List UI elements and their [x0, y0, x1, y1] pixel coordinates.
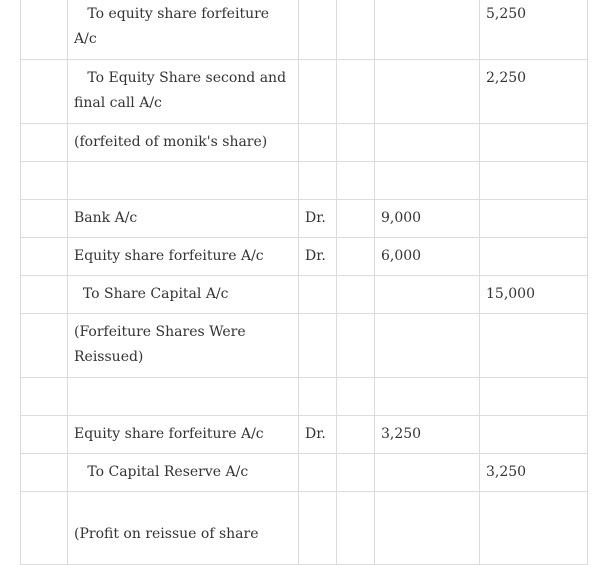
table-row — [21, 124, 588, 162]
table-row — [21, 0, 588, 60]
credit-cell: 15,000 — [480, 276, 588, 314]
dr-cell: Dr. — [299, 238, 337, 276]
lf-cell — [337, 162, 375, 200]
debit-cell — [375, 378, 480, 416]
journal-entry-table — [20, 0, 588, 565]
particulars-text: Equity share forfeiture A/c — [74, 248, 264, 264]
table-row — [21, 238, 588, 276]
credit-cell — [480, 162, 588, 200]
particulars-cell — [68, 124, 299, 162]
particulars-cell — [68, 200, 299, 238]
table-row — [21, 454, 588, 492]
particulars-text: Equity share forfeiture A/c — [74, 426, 264, 442]
debit-cell — [375, 276, 480, 314]
debit-cell — [375, 0, 480, 60]
particulars-cell — [68, 454, 299, 492]
debit-cell — [375, 60, 480, 124]
particulars-cell — [68, 238, 299, 276]
date-cell — [21, 238, 68, 276]
lf-cell — [337, 0, 375, 60]
debit-cell — [375, 124, 480, 162]
date-cell — [21, 200, 68, 238]
lf-cell — [337, 238, 375, 276]
dr-cell — [299, 492, 337, 565]
date-cell — [21, 162, 68, 200]
indent — [74, 6, 87, 22]
date-cell — [21, 454, 68, 492]
credit-cell — [480, 416, 588, 454]
credit-cell — [480, 238, 588, 276]
table-row — [21, 416, 588, 454]
particulars-text: (forfeited of monik's share) — [74, 134, 268, 150]
credit-cell — [480, 314, 588, 378]
debit-cell — [375, 454, 480, 492]
debit-cell — [375, 314, 480, 378]
particulars-cell — [68, 60, 299, 124]
table-row — [21, 314, 588, 378]
table-row — [21, 378, 588, 416]
debit-cell: 9,000 — [375, 200, 480, 238]
credit-cell: 5,250 — [480, 0, 588, 60]
table-row — [21, 60, 588, 124]
date-cell — [21, 492, 68, 565]
lf-cell — [337, 200, 375, 238]
debit-cell: 3,250 — [375, 416, 480, 454]
debit-cell: 6,000 — [375, 238, 480, 276]
date-cell — [21, 416, 68, 454]
table-row — [21, 200, 588, 238]
particulars-cell — [68, 492, 299, 565]
credit-cell — [480, 200, 588, 238]
date-cell — [21, 378, 68, 416]
lf-cell — [337, 276, 375, 314]
dr-cell — [299, 314, 337, 378]
lf-cell — [337, 124, 375, 162]
credit-cell: 2,250 — [480, 60, 588, 124]
date-cell — [21, 0, 68, 60]
table-row — [21, 162, 588, 200]
credit-cell: 3,250 — [480, 454, 588, 492]
dr-cell — [299, 378, 337, 416]
debit-cell — [375, 162, 480, 200]
particulars-text: (Profit on reissue of share — [74, 526, 259, 542]
date-cell — [21, 276, 68, 314]
dr-cell — [299, 124, 337, 162]
particulars-text: To equity share forfeiture A/c — [74, 6, 274, 47]
indent — [74, 286, 83, 302]
credit-cell — [480, 492, 588, 565]
particulars-text: To Capital Reserve A/c — [87, 464, 249, 480]
table-row — [21, 492, 588, 565]
particulars-cell — [68, 378, 299, 416]
debit-cell — [375, 492, 480, 565]
dr-cell — [299, 0, 337, 60]
dr-cell: Dr. — [299, 416, 337, 454]
particulars-text: (Forfeiture Shares Were Reissued) — [74, 324, 251, 365]
particulars-cell — [68, 162, 299, 200]
dr-cell — [299, 60, 337, 124]
date-cell — [21, 124, 68, 162]
particulars-text: To Equity Share second and final call A/c — [74, 70, 291, 111]
date-cell — [21, 60, 68, 124]
dr-cell: Dr. — [299, 200, 337, 238]
dr-cell — [299, 162, 337, 200]
credit-cell — [480, 378, 588, 416]
date-cell — [21, 314, 68, 378]
lf-cell — [337, 314, 375, 378]
dr-cell — [299, 454, 337, 492]
lf-cell — [337, 60, 375, 124]
particulars-cell — [68, 416, 299, 454]
lf-cell — [337, 454, 375, 492]
particulars-text: To Share Capital A/c — [82, 286, 229, 302]
lf-cell — [337, 416, 375, 454]
particulars-cell — [68, 0, 299, 60]
indent — [74, 70, 87, 86]
particulars-text: Bank A/c — [74, 210, 138, 226]
indent — [74, 464, 87, 480]
lf-cell — [337, 378, 375, 416]
dr-cell — [299, 276, 337, 314]
lf-cell — [337, 492, 375, 565]
particulars-cell — [68, 276, 299, 314]
table-row — [21, 276, 588, 314]
particulars-cell — [68, 314, 299, 378]
credit-cell — [480, 124, 588, 162]
